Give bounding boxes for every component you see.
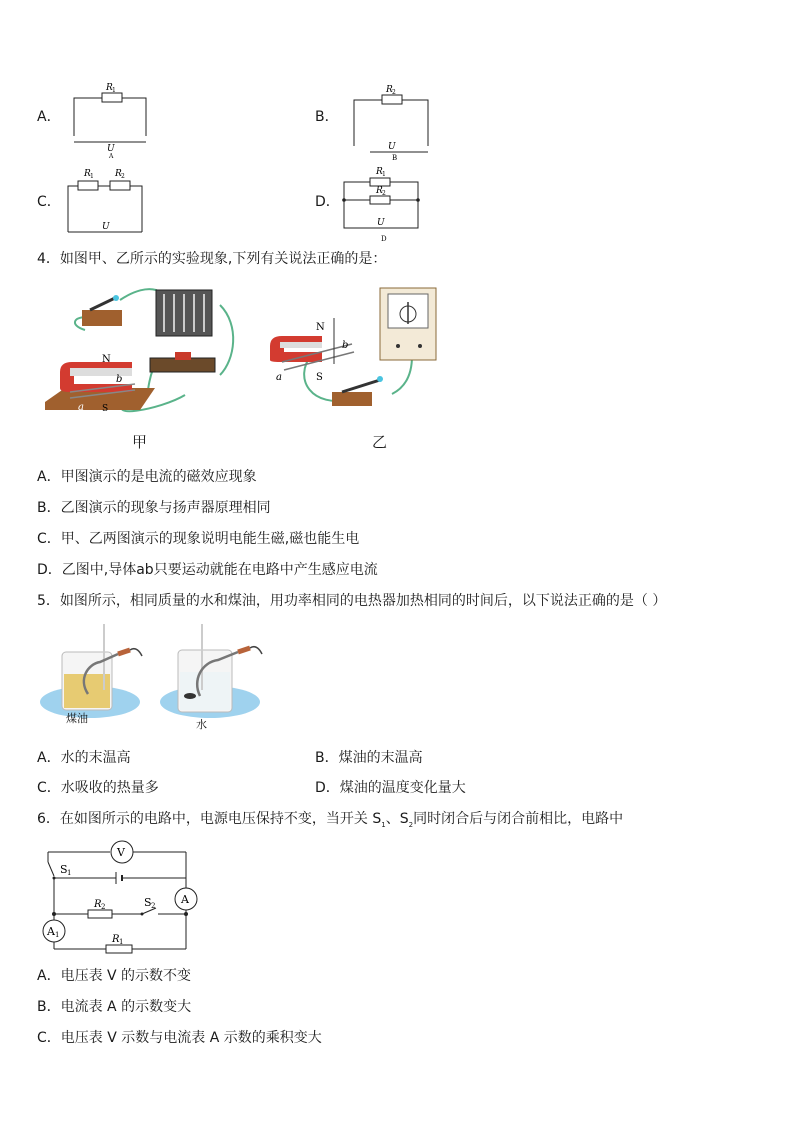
q3d-caption: D [381, 235, 387, 243]
q5-beaker-kerosene [38, 624, 150, 730]
jia-s-label: S [102, 404, 109, 414]
q6-r2-label: R [94, 899, 102, 910]
q3-option-b-letter: B． [315, 109, 339, 125]
q3d-r1-label: R [376, 167, 383, 177]
q3a-u-label: U [107, 144, 115, 154]
q3-option-c-letter: C． [37, 194, 61, 210]
q3c-r1-label: R [84, 169, 91, 179]
q6-option-b: B．电流表 A 的示数变大 [37, 999, 192, 1015]
q3d-u-label: U [377, 218, 385, 228]
q6-circuit [38, 840, 200, 958]
q6-s1-label: S [60, 863, 68, 876]
q4-option-b: B．乙图演示的现象与扬声器原理相同 [37, 500, 271, 516]
q4-option-d: D．乙图中,导体ab只要运动就能在电路中产生感应电流 [37, 562, 378, 578]
q4-figure-jia [40, 280, 245, 430]
q4-figure-jia-caption: 甲 [132, 433, 148, 451]
q6-ammeter-a-label: A [181, 893, 189, 906]
q3c-r2-sub: 2 [121, 173, 125, 180]
q6-s2-label: S [144, 896, 152, 909]
yi-n-label: N [316, 322, 325, 333]
q6-option-a: A．电压表 V 的示数不变 [37, 968, 192, 984]
q5-option-b: B．煤油的末温高 [315, 750, 423, 766]
q3-circuit-d [340, 162, 440, 242]
q3b-caption: B [392, 154, 398, 162]
jia-b-label: b [116, 374, 123, 385]
q3c-u-label: U [102, 222, 110, 232]
q3b-u-label: U [388, 142, 396, 152]
q6-ammeter-a1-sub: 1 [55, 931, 60, 939]
q3-option-d-letter: D． [315, 194, 340, 210]
jia-n-label: N [102, 354, 111, 365]
q6-r2-sub: 2 [101, 903, 106, 911]
yi-s-label: S [316, 372, 323, 383]
q6-ammeter-a1-label: A [47, 925, 55, 938]
q6-voltmeter-label: V [117, 846, 125, 859]
water-label: 水 [196, 718, 207, 731]
q3-circuit-b [340, 80, 440, 162]
q3c-r1-sub: 1 [90, 173, 94, 180]
q6-s1-sub: 1 [67, 869, 72, 877]
q6-r1-label: R [112, 934, 120, 945]
q3a-r-sub: 1 [112, 87, 116, 94]
q3d-r2-label: R [376, 186, 383, 196]
q5-option-c: C．水吸收的热量多 [37, 780, 159, 796]
q6-option-c: C．电压表 V 示数与电流表 A 示数的乘积变大 [37, 1030, 322, 1046]
q6-r1-sub: 1 [119, 938, 124, 946]
jia-a-label: a [78, 402, 84, 413]
q6-stem: 6．在如图所示的电路中，电源电压保持不变，当开关 $S_1$、$S_2$同时闭合后与闭合前相比，电路中 [37, 811, 624, 829]
kerosene-label: 煤油 [66, 712, 88, 725]
q5-option-a: A．水的末温高 [37, 750, 131, 766]
q4-figure-yi [262, 284, 442, 412]
q4-stem: 4．如图甲、乙所示的实验现象,下列有关说法正确的是： [37, 251, 387, 267]
q3-option-a-letter: A． [37, 109, 61, 125]
q3-circuit-c [60, 162, 160, 240]
q3b-r-sub: 2 [392, 89, 396, 96]
yi-a-label: a [276, 372, 282, 383]
q3d-r2-sub: 2 [382, 190, 386, 197]
q3a-r-label: R [106, 83, 113, 93]
q4-option-c: C．甲、乙两图演示的现象说明电能生磁,磁也能生电 [37, 531, 360, 547]
q3b-r-label: R [386, 85, 393, 95]
q3c-r2-label: R [115, 169, 122, 179]
q5-beaker-water [156, 624, 268, 730]
q5-stem: 5．如图所示，相同质量的水和煤油，用功率相同的电热器加热相同的时间后，以下说法正确的是（ ） [37, 593, 667, 609]
q4-option-a: A．甲图演示的是电流的磁效应现象 [37, 469, 257, 485]
q3-circuit-a [60, 78, 160, 160]
yi-b-label: b [342, 340, 349, 351]
q3d-r1-sub: 1 [382, 171, 386, 178]
q6-s2-sub: 2 [151, 902, 156, 910]
q3a-caption: A [109, 153, 114, 160]
q5-option-d: D．煤油的温度变化量大 [315, 780, 466, 796]
q4-figure-yi-caption: 乙 [372, 433, 388, 451]
